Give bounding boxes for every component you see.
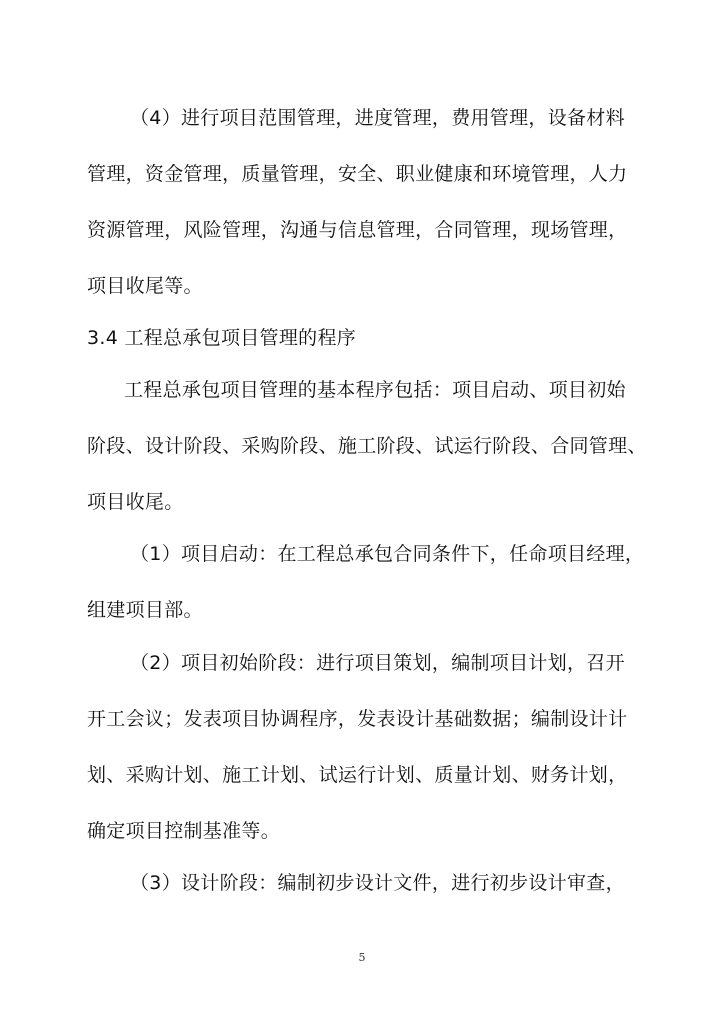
paragraph-line: 开工会议；发表项目协调程序，发表设计基础数据；编制设计计: [87, 708, 628, 730]
paragraph-line: 确定项目控制基准等。: [87, 820, 281, 842]
section-heading: 3.4 工程总承包项目管理的程序: [87, 327, 357, 349]
paragraph-line: 阶段、设计阶段、采购阶段、施工阶段、试运行阶段、合同管理、: [87, 435, 647, 457]
paragraph-line: （1）项目启动：在工程总承包合同条件下，任命项目经理，: [130, 543, 645, 565]
paragraph-line: （2）项目初始阶段：进行项目策划，编制项目计划，召开: [130, 652, 625, 674]
paragraph-line: （3）设计阶段：编制初步设计文件，进行初步设计审查，: [130, 872, 625, 894]
paragraph-line: 工程总承包项目管理的基本程序包括：项目启动、项目初始: [124, 379, 626, 401]
paragraph-line: 管理，资金管理，质量管理，安全、职业健康和环境管理，人力: [87, 163, 628, 185]
page-number: 5: [358, 951, 366, 964]
paragraph-line: （4）进行项目范围管理，进度管理，费用管理，设备材料: [130, 107, 625, 129]
paragraph-line: 资源管理，风险管理，沟通与信息管理，合同管理，现场管理，: [87, 219, 628, 241]
paragraph-line: 项目收尾等。: [87, 275, 203, 297]
paragraph-line: 项目收尾。: [87, 491, 184, 513]
paragraph-line: 组建项目部。: [87, 599, 203, 621]
paragraph-line: 划、采购计划、施工计划、试运行计划、质量计划、财务计划，: [87, 764, 628, 786]
